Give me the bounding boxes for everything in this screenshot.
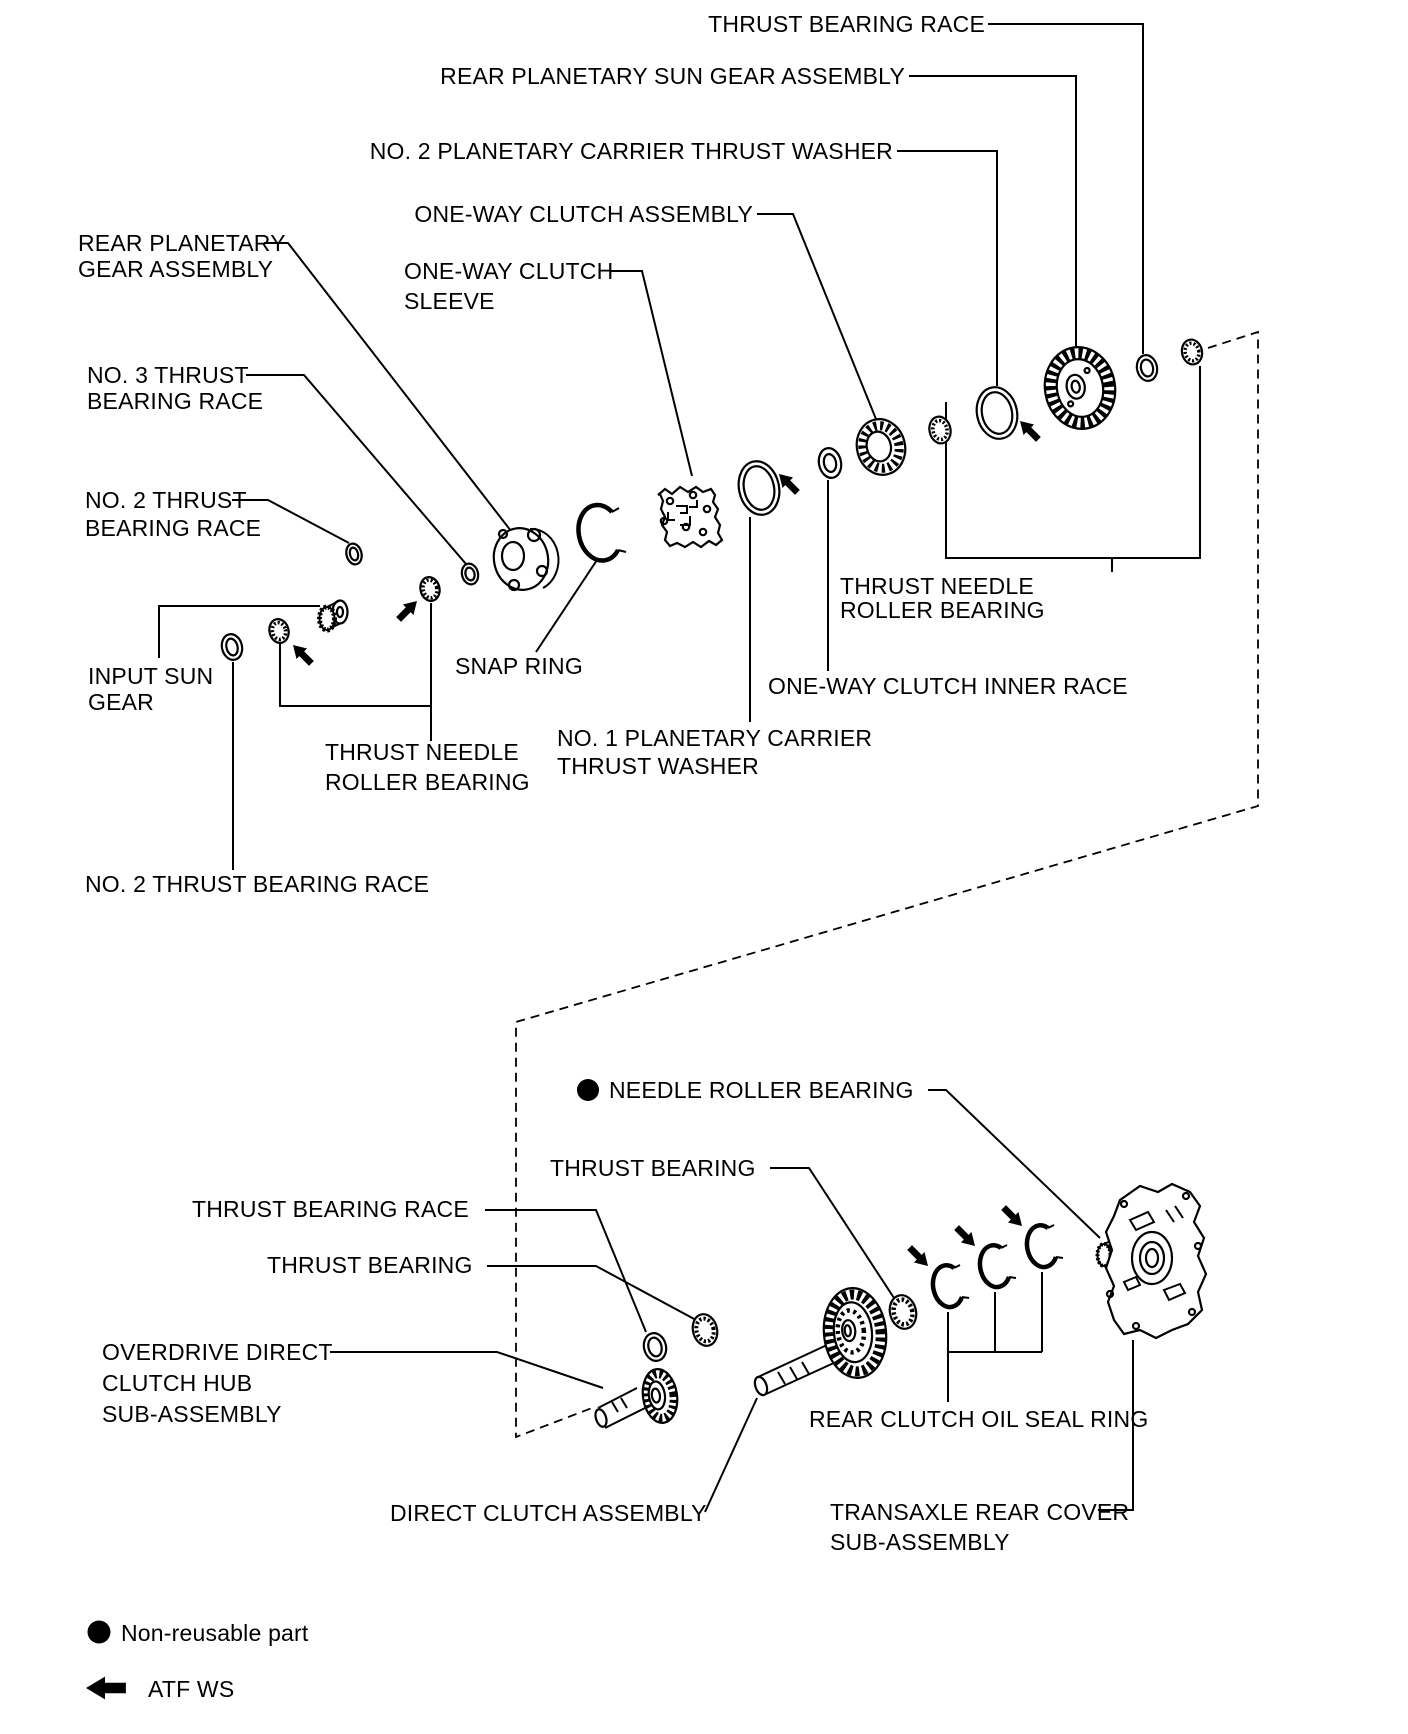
legend-non-reusable-label: Non-reusable part — [121, 1620, 309, 1646]
label-no1-planetary-carrier-thrust-washer: NO. 1 PLANETARY CARRIER — [557, 725, 873, 751]
label-rear-clutch-oil-seal-ring: REAR CLUTCH OIL SEAL RING — [809, 1406, 1149, 1432]
label-thrust-needle-roller-bearing-right: THRUST NEEDLE — [840, 573, 1034, 599]
atf-arrow-icon — [86, 1677, 126, 1700]
part-no2-planetary-carrier-thrust-washer — [972, 383, 1022, 442]
part-oil-seal-ring-1 — [933, 1265, 969, 1307]
part-thrust-bearing-race-lower — [641, 1331, 669, 1363]
part-thrust-bearing-lower — [689, 1312, 720, 1349]
leader-overdrive-hub — [330, 1352, 603, 1388]
label-overdrive-direct-clutch-hub: SUB-ASSEMBLY — [102, 1401, 282, 1427]
part-no2-thrust-bearing-race-a — [344, 542, 364, 566]
label-rear-planetary-gear-assembly: GEAR ASSEMBLY — [78, 256, 274, 282]
atf-arrow-icon — [998, 1202, 1027, 1231]
label-no2-thrust-bearing-race-upper: NO. 2 THRUST — [85, 487, 247, 513]
part-transaxle-rear-cover — [1106, 1184, 1206, 1338]
label-input-sun-gear: INPUT SUN — [88, 663, 214, 689]
leader-rear-planetary-sun-gear — [909, 76, 1076, 348]
label-thrust-bearing-race-lower: THRUST BEARING RACE — [192, 1196, 469, 1222]
label-transaxle-rear-cover: TRANSAXLE REAR COVER — [830, 1499, 1130, 1525]
label-one-way-clutch-inner-race: ONE-WAY CLUTCH INNER RACE — [768, 673, 1128, 699]
label-one-way-clutch-assembly: ONE-WAY CLUTCH ASSEMBLY — [414, 201, 753, 227]
leader-thrust-bearing-race-top — [988, 24, 1143, 354]
label-overdrive-direct-clutch-hub: OVERDRIVE DIRECT — [102, 1339, 333, 1365]
atf-arrow-icon — [288, 640, 317, 669]
legend — [86, 1620, 309, 1702]
label-no3-thrust-bearing-race: BEARING RACE — [87, 388, 264, 414]
leader-thrust-needle-left-bracket — [280, 603, 431, 741]
label-thrust-needle-roller-bearing-right: ROLLER BEARING — [840, 597, 1045, 623]
label-thrust-bearing-lower: THRUST BEARING — [267, 1252, 473, 1278]
part-overdrive-direct-clutch-hub — [593, 1367, 680, 1428]
label-thrust-needle-roller-bearing-left: ROLLER BEARING — [325, 769, 530, 795]
label-rear-planetary-gear-assembly: REAR PLANETARY — [78, 230, 286, 256]
label-one-way-clutch-sleeve: ONE-WAY CLUTCH — [404, 258, 614, 284]
leader-no2-planetary-carrier-thrust-washer — [897, 151, 997, 386]
part-oil-seal-ring-3 — [1027, 1225, 1063, 1267]
label-no2-planetary-carrier-thrust-washer: NO. 2 PLANETARY CARRIER THRUST WASHER — [369, 138, 893, 164]
leader-direct-clutch-assembly — [705, 1398, 757, 1512]
label-overdrive-direct-clutch-hub: CLUTCH HUB — [102, 1370, 253, 1396]
part-one-way-clutch-sleeve — [658, 487, 722, 547]
legend-atf-label: ATF WS — [148, 1676, 235, 1702]
atf-arrow-icon — [951, 1222, 980, 1251]
label-thrust-needle-roller-bearing-left: THRUST NEEDLE — [325, 739, 519, 765]
leader-thrust-bearing-race-lower — [485, 1210, 646, 1332]
leader-one-way-clutch-sleeve — [610, 271, 692, 476]
label-rear-planetary-sun-gear-assembly: REAR PLANETARY SUN GEAR ASSEMBLY — [440, 63, 905, 89]
label-direct-clutch-assembly: DIRECT CLUTCH ASSEMBLY — [390, 1500, 707, 1526]
part-direct-clutch-assembly — [753, 1285, 891, 1397]
leader-no3-thrust-bearing-race — [246, 375, 466, 564]
label-snap-ring: SNAP RING — [455, 653, 583, 679]
leader-thrust-bearing-upper — [770, 1168, 894, 1298]
part-input-sun-gear — [320, 601, 348, 631]
part-thrust-bearing-race-top — [1135, 353, 1160, 383]
label-needle-roller-bearing: NEEDLE ROLLER BEARING — [609, 1077, 914, 1103]
part-one-way-clutch-inner-race — [816, 446, 844, 480]
part-rear-planetary-gear-assembly — [488, 523, 558, 595]
part-no1-planetary-carrier-thrust-washer — [734, 457, 784, 518]
atf-arrow-icon — [904, 1242, 933, 1271]
part-rear-planetary-sun-gear — [1038, 342, 1121, 435]
atf-arrow-icon — [393, 596, 422, 625]
part-snap-ring — [578, 505, 626, 560]
label-no3-thrust-bearing-race: NO. 3 THRUST — [87, 362, 249, 388]
part-thrust-needle-bearing-4 — [1180, 338, 1205, 367]
label-no1-planetary-carrier-thrust-washer: THRUST WASHER — [557, 753, 759, 779]
leader-oil-seal-bracket — [948, 1272, 1042, 1402]
label-thrust-bearing-race-top: THRUST BEARING RACE — [708, 11, 985, 37]
part-no3-thrust-bearing-race — [460, 562, 481, 586]
non-reusable-bullet-icon — [577, 1079, 599, 1101]
part-no2-thrust-bearing-race-b — [219, 632, 245, 662]
non-reusable-bullet-icon — [88, 1621, 111, 1644]
part-one-way-clutch-assembly — [851, 414, 911, 480]
part-thrust-bearing-upper — [886, 1292, 919, 1331]
label-input-sun-gear: GEAR — [88, 689, 154, 715]
leader-one-way-clutch-assembly — [757, 214, 878, 424]
label-transaxle-rear-cover: SUB-ASSEMBLY — [830, 1529, 1010, 1555]
label-one-way-clutch-sleeve: SLEEVE — [404, 288, 495, 314]
leader-thrust-bearing-lower — [487, 1266, 696, 1320]
part-thrust-needle-bearing-2 — [418, 575, 442, 603]
atf-arrow-icon — [1015, 416, 1044, 445]
label-thrust-bearing-upper: THRUST BEARING — [550, 1155, 756, 1181]
label-no2-thrust-bearing-race-bottom: NO. 2 THRUST BEARING RACE — [85, 871, 430, 897]
part-thrust-needle-bearing-1 — [267, 617, 291, 645]
label-no2-thrust-bearing-race-upper: BEARING RACE — [85, 515, 262, 541]
part-oil-seal-ring-2 — [980, 1245, 1016, 1287]
part-thrust-needle-bearing-3 — [927, 415, 953, 446]
